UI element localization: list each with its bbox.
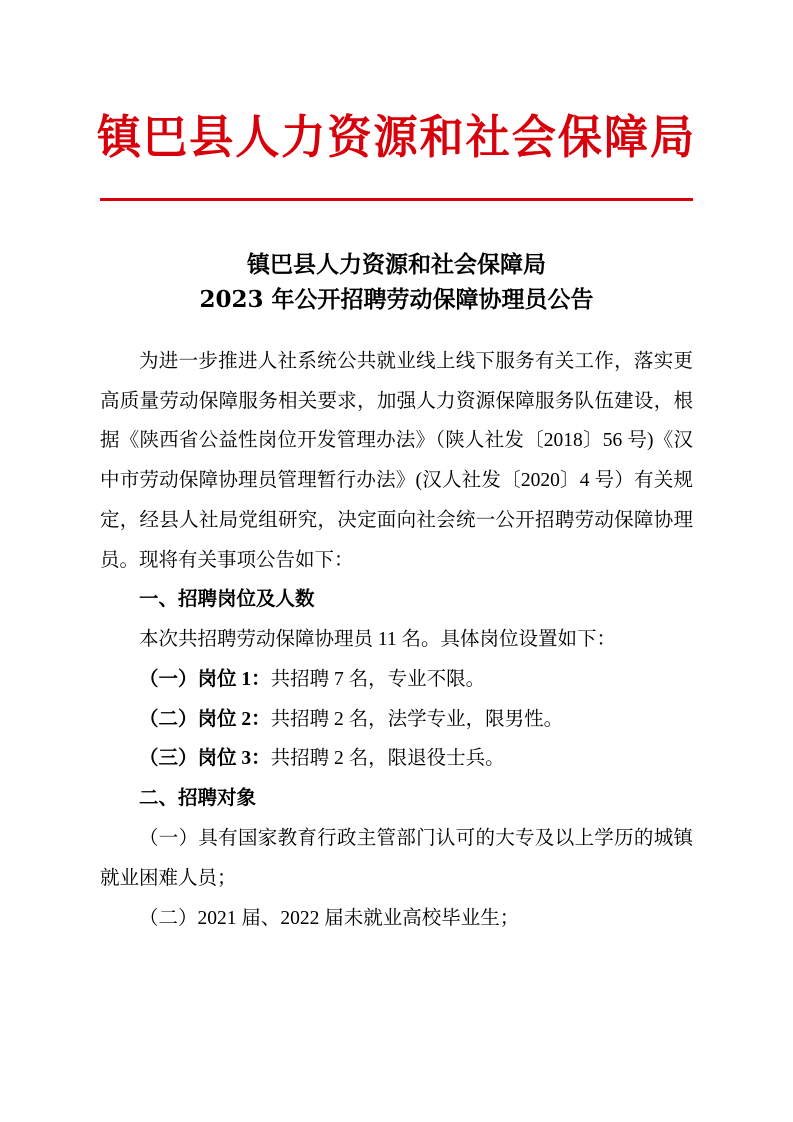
post-1-item bbox=[100, 660, 693, 700]
section-heading-1: 一、招聘岗位及人数 bbox=[139, 589, 315, 611]
document-title bbox=[0, 247, 793, 318]
section-heading-2: 二、招聘对象 bbox=[139, 788, 257, 810]
document-body bbox=[100, 318, 693, 938]
section-2-item-2: （二）2021 届、2022 届未就业高校毕业生； bbox=[139, 907, 520, 929]
section-1-intro: 本次共招聘劳动保障协理员 11 名。具体岗位设置如下： bbox=[139, 629, 617, 651]
post-1-text: 共招聘 7 名，专业不限。 bbox=[270, 668, 486, 690]
letterhead-organization: 镇巴县人力资源和社会保障局 bbox=[96, 110, 697, 164]
letterhead-divider bbox=[100, 198, 693, 201]
post-2-label: （二）岗位 2： bbox=[139, 708, 271, 730]
intro-paragraph: 为进一步推进人社系统公共就业线上线下服务有关工作，落实更高质量劳动保障服务相关要求，加强人力资源保障服务队伍建设，根据《陕西省公益性岗位开发管理办法》（陕人社发〔2018〕56 号)《汉中市劳动保障协理员管理暂行办法》(汉人社发〔2020〕4 号）有关规定，经县人社局党组研究，决定面向社会统一公开招聘劳动保障协理员。现将有关事项公告如下： bbox=[100, 350, 693, 571]
section-2-item-1: （一）具有国家教育行政主管部门认可的大专及以上学历的城镇就业困难人员； bbox=[100, 827, 693, 889]
post-3-item bbox=[100, 739, 693, 779]
document-title-line-1: 镇巴县人力资源和社会保障局 bbox=[247, 250, 546, 278]
post-3-text: 共招聘 2 名，限退役士兵。 bbox=[270, 748, 505, 770]
document-title-line-2: 2023 年公开招聘劳动保障协理员公告 bbox=[199, 286, 594, 314]
letterhead bbox=[0, 0, 793, 201]
post-2-item bbox=[100, 700, 693, 740]
post-3-label: （三）岗位 3： bbox=[139, 748, 271, 770]
post-2-text: 共招聘 2 名，法学专业，限男性。 bbox=[270, 708, 564, 730]
post-1-label: （一）岗位 1： bbox=[139, 668, 271, 690]
